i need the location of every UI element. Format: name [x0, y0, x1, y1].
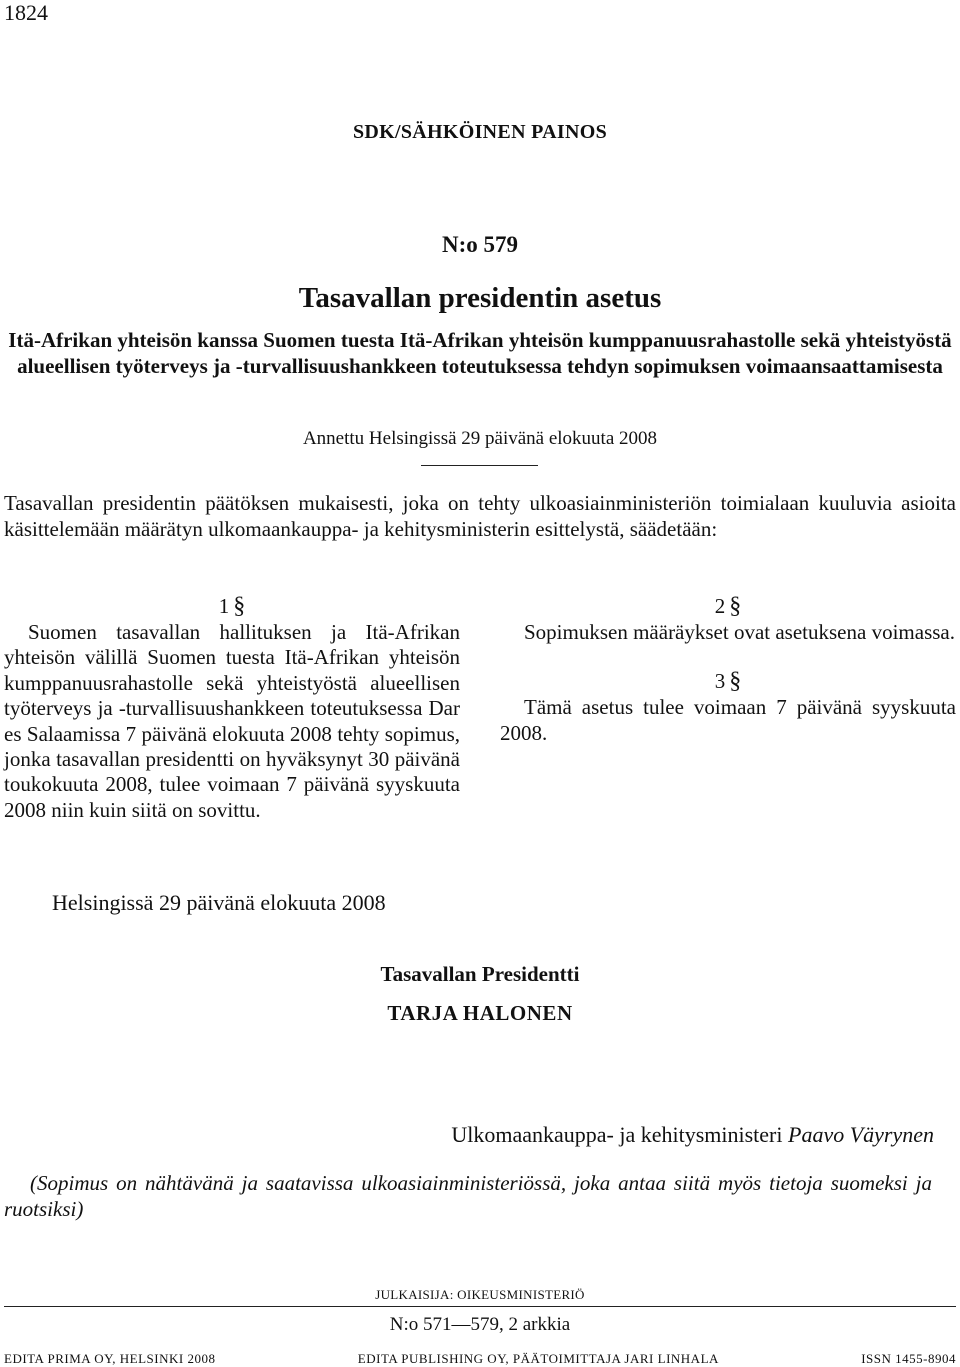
minister-name: Paavo Väyrynen: [788, 1122, 934, 1147]
section-sign: §: [233, 593, 246, 619]
section-1-heading: [4, 592, 460, 620]
section-number: 2: [714, 594, 726, 618]
document-subtitle: Itä-Afrikan yhteisön kanssa Suomen tuesta Itä-Afrikan yhteisön kumppanuusrahastolle sekä yhteistyöstä alueellisen työterveys ja -turvallisuushankkeen toteutuksessa tehdyn sopimuksen voimaansaattamisesta: [8, 328, 952, 378]
left-column: [4, 592, 460, 823]
title-divider: [421, 465, 538, 466]
section-2-text: Sopimuksen määräykset ovat asetuksena voimassa.: [524, 620, 955, 644]
publisher-line: JULKAISIJA: OIKEUSMINISTERIÖ: [375, 1287, 585, 1302]
footer-divider: [4, 1306, 956, 1307]
section-3-heading: [500, 667, 956, 695]
section-number: 3: [714, 669, 726, 694]
page-number: 1824: [4, 0, 48, 25]
president-title: Tasavallan Presidentti: [380, 962, 580, 986]
section-2-heading: [500, 592, 956, 620]
availability-note: (Sopimus on nähtävänä ja saatavissa ulkoasiainministeriössä, joka antaa siitä myös tietoja suomeksi ja ruotsiksi): [4, 1171, 932, 1221]
issn-info: ISSN 1455-8904: [861, 1351, 956, 1366]
preamble: Tasavallan presidentin päätöksen mukaisesti, joka on tehty ulkoasiainministeriön toimialaan kuuluvia asioita käsittelemään määrätyn ulkomaankauppa- ja kehitysministerin esittelystä, säädetään:: [4, 491, 956, 541]
printer-info: EDITA PRIMA OY, HELSINKI 2008: [4, 1351, 216, 1366]
given-date: Annettu Helsingissä 29 päivänä elokuuta 2008: [302, 428, 658, 449]
minister-role: Ulkomaankauppa- ja kehitysministeri: [451, 1122, 783, 1147]
section-sign: §: [729, 593, 742, 619]
issue-line: N:o 571—579, 2 arkkia: [389, 1314, 571, 1335]
section-number: 1: [218, 594, 230, 618]
section-3-text: Tämä asetus tulee voimaan 7 päivänä syyskuuta 2008.: [500, 695, 956, 745]
president-name: TARJA HALONEN: [387, 1001, 573, 1025]
section-sign: §: [729, 668, 742, 695]
right-column: [500, 592, 956, 746]
section-1-text: Suomen tasavallan hallituksen ja Itä-Afrikan yhteisön välillä Suomen tuesta Itä-Afrikan yhteisön kumppanuusrahastolle sekä yhteistyöstä alueellisen työterveys ja -turvallisuushankkeen toteutuksessa Dar es Salaamissa 7 päivänä elokuuta 2008 tehty sopimus, jonka tasavallan presidentti on hyväksynyt 30 päivänä toukokuuta 2008, tulee voimaan 7 päivänä syyskuuta 2008 niin kuin siitä on sovittu.: [4, 620, 460, 822]
statute-number: N:o 579: [441, 232, 519, 257]
edition-label: SDK/SÄHKÖINEN PAINOS: [352, 121, 607, 143]
minister-signature: [451, 1122, 934, 1148]
place-and-date: Helsingissä 29 päivänä elokuuta 2008: [52, 890, 386, 915]
publishing-info: EDITA PUBLISHING OY, PÄÄTOIMITTAJA JARI LINHALA: [357, 1351, 719, 1366]
document-title: Tasavallan presidentin asetus: [298, 282, 662, 314]
